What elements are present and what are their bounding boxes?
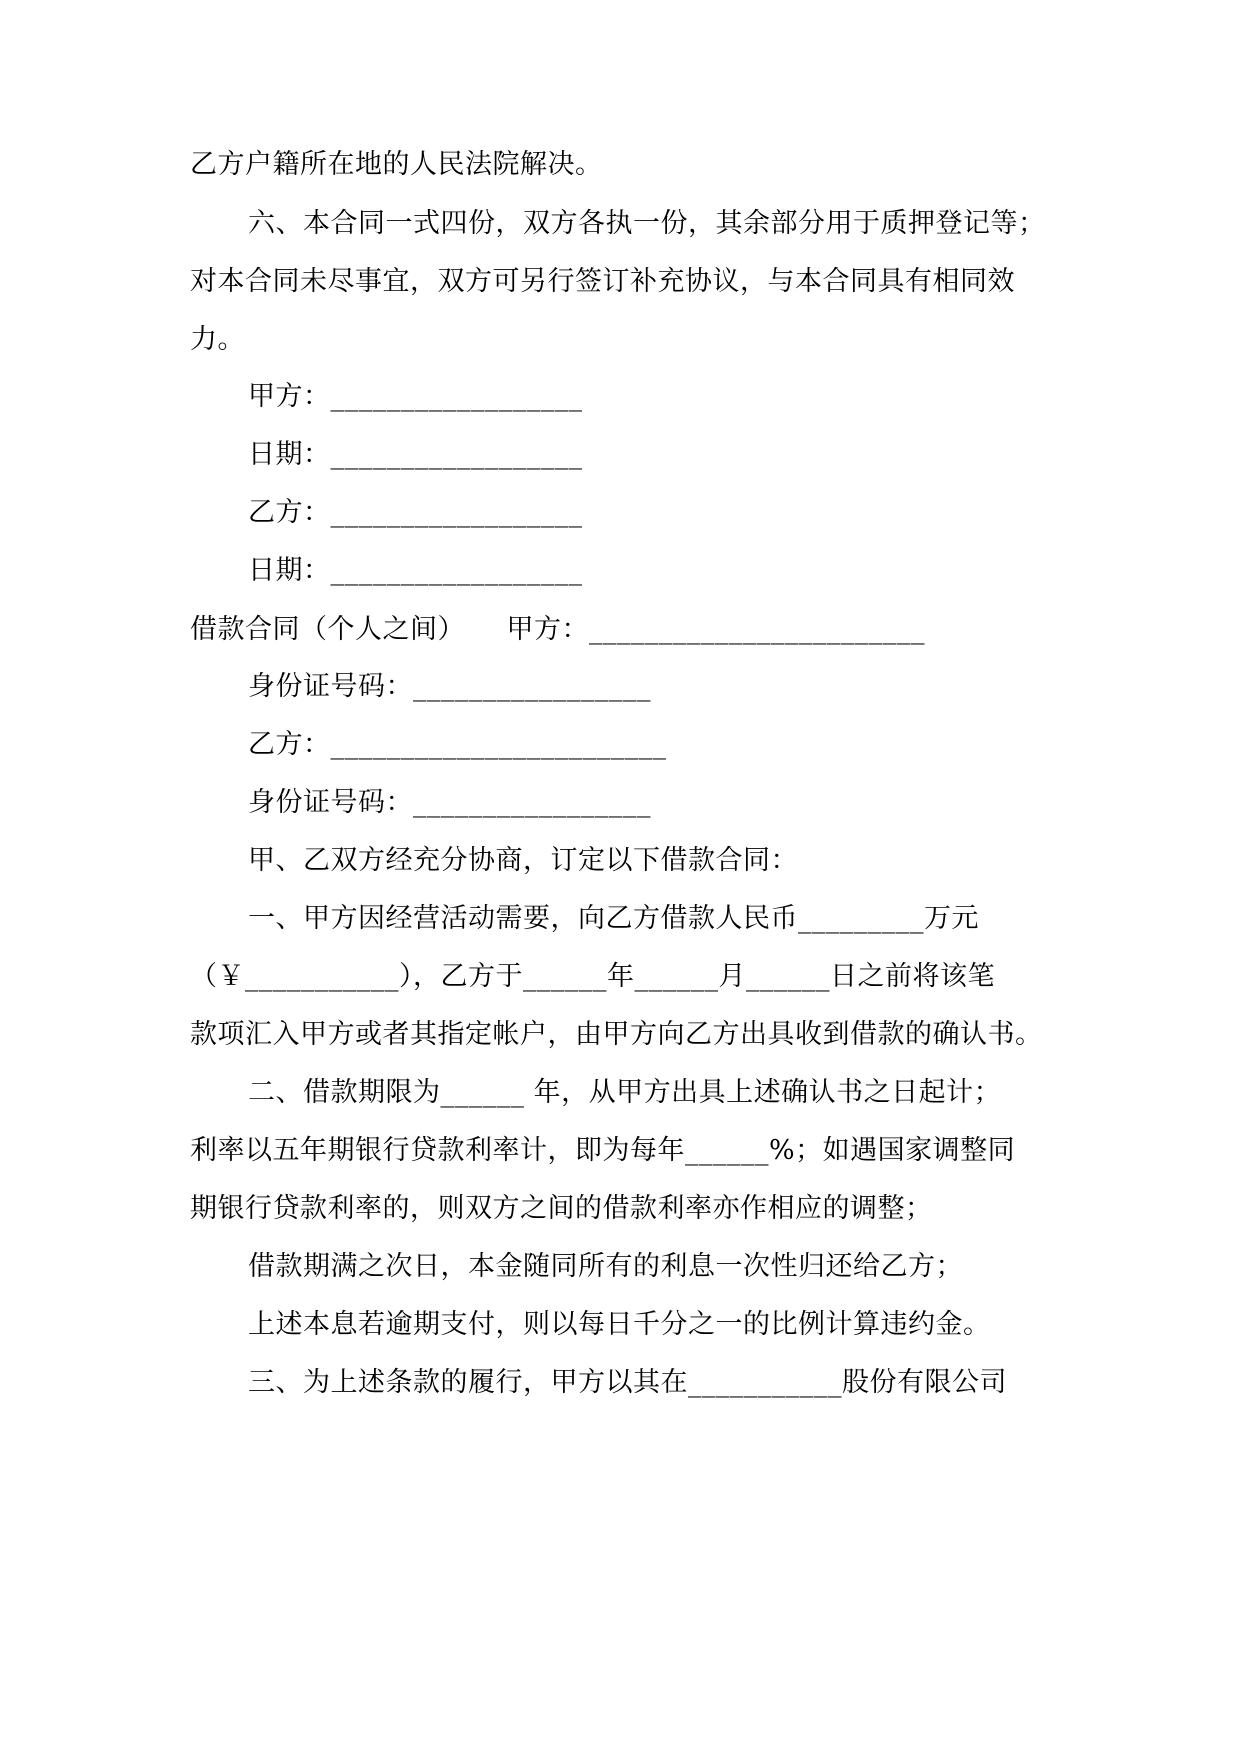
paragraph-line: （￥___________），乙方于______年______月______日之前将该笔 xyxy=(190,961,995,992)
paragraph-line: 乙方户籍所在地的人民法院解决。 xyxy=(190,149,603,180)
paragraph-line: 借款期满之次日，本金随同所有的利息一次性归还给乙方； xyxy=(248,1251,963,1282)
paragraph-line: 期银行贷款利率的，则双方之间的借款利率亦作相应的调整； xyxy=(190,1193,933,1224)
paragraph-line: 款项汇入甲方或者其指定帐户，由甲方向乙方出具收到借款的确认书。 xyxy=(190,1019,1043,1050)
paragraph-line: 对本合同未尽事宜，双方可另行签订补充协议，与本合同具有相同效 xyxy=(190,266,1015,297)
signature-line-party-a: 甲方：__________________ xyxy=(248,381,583,412)
signature-date-line: 日期：__________________ xyxy=(248,555,583,586)
party-b-line: 乙方：________________________ xyxy=(248,729,667,760)
paragraph-line: 三、为上述条款的履行，甲方以其在___________股份有限公司 xyxy=(248,1367,1007,1398)
paragraph-line: 甲、乙双方经充分协商，订定以下借款合同： xyxy=(248,845,798,876)
paragraph-line: 一、甲方因经营活动需要，向乙方借款人民币_________万元 xyxy=(248,903,979,934)
signature-date-line: 日期：__________________ xyxy=(248,439,583,470)
id-number-line: 身份证号码：_________________ xyxy=(248,671,651,702)
id-number-line: 身份证号码：_________________ xyxy=(248,787,651,818)
contract-title-line: 借款合同（个人之间） 甲方：________________________ xyxy=(190,614,925,645)
paragraph-line: 二、借款期限为______ 年，从甲方出具上述确认书之日起计； xyxy=(248,1077,1002,1108)
paragraph-line: 利率以五年期银行贷款利率计，即为每年______%；如遇国家调整同 xyxy=(190,1135,1016,1166)
paragraph-line: 力。 xyxy=(190,324,245,355)
paragraph-line: 六、本合同一式四份，双方各执一份，其余部分用于质押登记等； xyxy=(248,208,1046,239)
signature-line-party-b: 乙方：__________________ xyxy=(248,497,583,528)
paragraph-line: 上述本息若逾期支付，则以每日千分之一的比例计算违约金。 xyxy=(248,1309,991,1340)
